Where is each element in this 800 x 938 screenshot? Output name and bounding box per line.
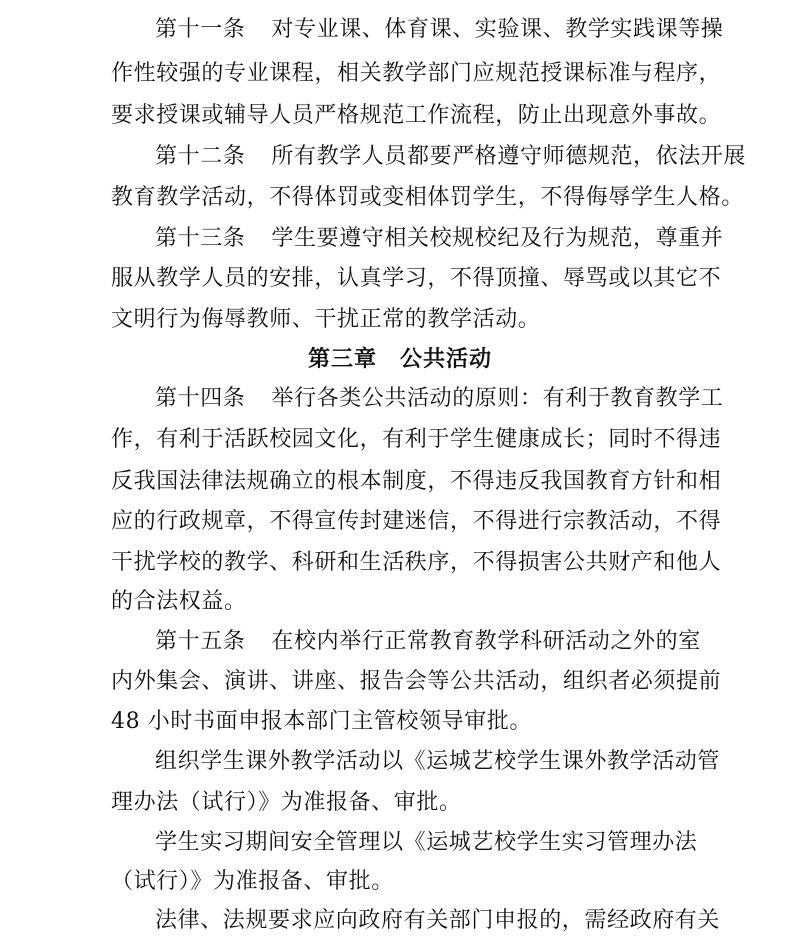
article-13-line-2: 服从教学人员的安排，认真学习，不得顶撞、辱骂或以其它不 [111,266,722,291]
article-14-line-5: 干扰学校的教学、科研和生活秩序，不得损害公共财产和他人 [111,550,722,575]
article-14-line-3: 反我国法律法规确立的根本制度，不得违反我国教育方针和相 [111,469,722,494]
article-15-line-1 [155,625,701,659]
paragraph-internship-line-1: 学生实习期间安全管理以《运城艺校学生实习管理办法 [155,830,698,855]
article-15-label: 第十五条 [155,629,246,654]
article-15-line-3: 48 小时书面申报本部门主管校领导审批。 [111,709,532,734]
article-12-text: 所有教学人员都要严格遵守师德规范，依法开展 [271,144,747,169]
article-11-label: 第十一条 [155,17,246,42]
paragraph-outing-line-1: 组织学生课外教学活动以《运城艺校学生课外教学活动管 [155,749,721,774]
article-15-line-2: 内外集会、演讲、讲座、报告会等公共活动，组织者必须提前 [111,669,722,694]
article-12-line-2: 教育教学活动，不得体罚或变相体罚学生，不得侮辱学生人格。 [111,185,744,210]
article-14-line-6: 的合法权益。 [111,589,247,614]
article-14-label: 第十四条 [155,386,246,411]
article-11-line-1 [155,13,723,47]
article-13-label: 第十三条 [155,226,246,251]
article-14-line-4: 应的行政规章，不得宣传封建迷信，不得进行宗教活动，不得 [111,509,722,534]
article-14-line-2: 作，有利于活跃校园文化，有利于学生健康成长；同时不得违 [111,427,722,452]
article-11-line-3: 要求授课或辅导人员严格规范工作流程，防止出现意外事故。 [111,103,722,128]
article-13-text: 学生要遵守相关校规校纪及行为规范，尊重并 [271,226,724,251]
article-15-text: 在校内举行正常教育教学科研活动之外的室 [271,629,701,654]
paragraph-outing-line-2: 理办法（试行）》为准报备、审批。 [111,790,462,815]
chapter-heading: 第三章 公共活动 [307,347,492,372]
article-11-line-2: 作性较强的专业课程，相关教学部门应规范授课标准与程序， [111,61,722,86]
article-14-line-1 [155,382,723,416]
article-13-line-1 [155,222,723,256]
article-11-text: 对专业课、体育课、实验课、教学实践课等操 [271,17,724,42]
article-13-line-3: 文明行为侮辱教师、干扰正常的教学活动。 [111,307,541,332]
article-12-line-1 [155,140,746,174]
paragraph-internship-line-2: （试行）》为准报备、审批。 [111,869,394,894]
article-12-label: 第十二条 [155,144,246,169]
article-14-text: 举行各类公共活动的原则：有利于教育教学工 [271,386,724,411]
paragraph-law-line-1: 法律、法规要求应向政府有关部门申报的，需经政府有关 [155,908,721,933]
